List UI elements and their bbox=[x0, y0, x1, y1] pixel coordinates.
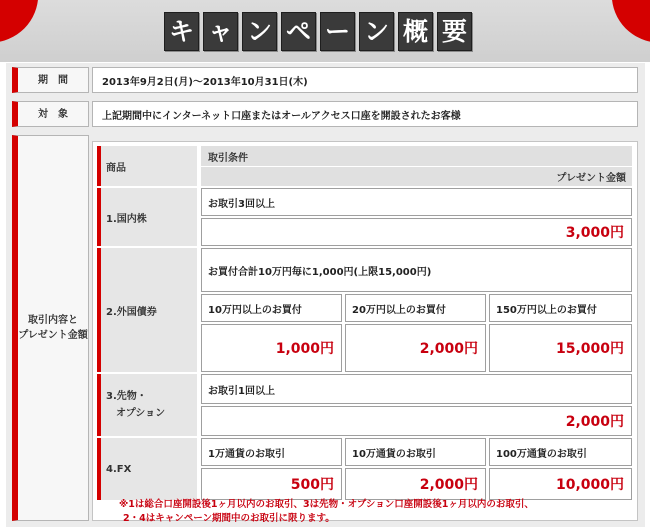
futures-condition: お取引1回以上 bbox=[201, 374, 632, 404]
footnote-line2: 2・4はキャンペーン期間中のお取引に限ります。 bbox=[123, 513, 335, 525]
header-product: 商品 bbox=[97, 146, 197, 186]
fx-tier-label: 10万通貨のお取引 bbox=[345, 438, 486, 466]
target-value: 上記期間中にインターネット口座またはオールアクセス口座を開設されたお客様 bbox=[92, 101, 638, 127]
period-value: 2013年9月2日(月)～2013年10月31日(木) bbox=[92, 67, 638, 93]
foreign-bonds-tier-amount: 15,000円 bbox=[489, 324, 632, 372]
futures-category-line2: オプション bbox=[116, 408, 166, 419]
foreign-bonds-tier-amount: 2,000円 bbox=[345, 324, 486, 372]
foreign-bonds-tier-label: 150万円以上のお買付 bbox=[489, 294, 632, 322]
campaign-header bbox=[0, 0, 650, 62]
period-label: 期 間 bbox=[12, 67, 89, 93]
fx-tier-amount: 10,000円 bbox=[489, 468, 632, 500]
target-label: 対 象 bbox=[12, 101, 89, 127]
category-domestic-stocks: 1.国内株 bbox=[97, 188, 197, 246]
footnote bbox=[119, 498, 634, 527]
category-fx: 4.FX bbox=[97, 438, 197, 500]
foreign-bonds-condition: お買付合計10万円毎に1,000円(上限15,000円) bbox=[201, 248, 632, 292]
ribbon-curl-left bbox=[0, 0, 43, 42]
category-foreign-bonds: 2.外国債券 bbox=[97, 248, 197, 372]
title-char: ー bbox=[320, 12, 355, 51]
title-char: ャ bbox=[203, 12, 238, 51]
futures-amount: 2,000円 bbox=[201, 406, 632, 436]
fx-tier-label: 1万通貨のお取引 bbox=[201, 438, 342, 466]
domestic-condition: お取引3回以上 bbox=[201, 188, 632, 216]
header-condition: 取引条件 bbox=[201, 146, 632, 166]
header-amount: プレゼント金額 bbox=[201, 167, 632, 186]
foreign-bonds-tier-amount: 1,000円 bbox=[201, 324, 342, 372]
title-char: ペ bbox=[281, 12, 316, 51]
foreign-bonds-tier-label: 20万円以上のお買付 bbox=[345, 294, 486, 322]
foreign-bonds-tier-label: 10万円以上のお買付 bbox=[201, 294, 342, 322]
futures-category-line1: 3.先物・ bbox=[106, 391, 147, 402]
title-char: 要 bbox=[437, 12, 472, 51]
details-label bbox=[12, 135, 89, 521]
category-futures-options bbox=[97, 374, 197, 436]
ribbon-curl-right bbox=[607, 0, 650, 42]
title-char: 概 bbox=[398, 12, 433, 51]
footnote-line1: ※1は総合口座開設後1ヶ月以内のお取引、3は先物・オプション口座開設後1ヶ月以内のお取引、 bbox=[119, 499, 534, 510]
campaign-overview-table bbox=[6, 63, 645, 527]
title-char: ン bbox=[359, 12, 394, 51]
title-char: ン bbox=[242, 12, 277, 51]
details-label-line1: 取引内容と bbox=[27, 315, 78, 326]
page-title bbox=[164, 12, 472, 51]
fx-tier-amount: 2,000円 bbox=[345, 468, 486, 500]
details-label-line2: プレゼント金額 bbox=[18, 330, 88, 341]
fx-tier-label: 100万通貨のお取引 bbox=[489, 438, 632, 466]
fx-tier-amount: 500円 bbox=[201, 468, 342, 500]
domestic-amount: 3,000円 bbox=[201, 218, 632, 246]
title-char: キ bbox=[164, 12, 199, 51]
details-panel bbox=[92, 141, 638, 525]
